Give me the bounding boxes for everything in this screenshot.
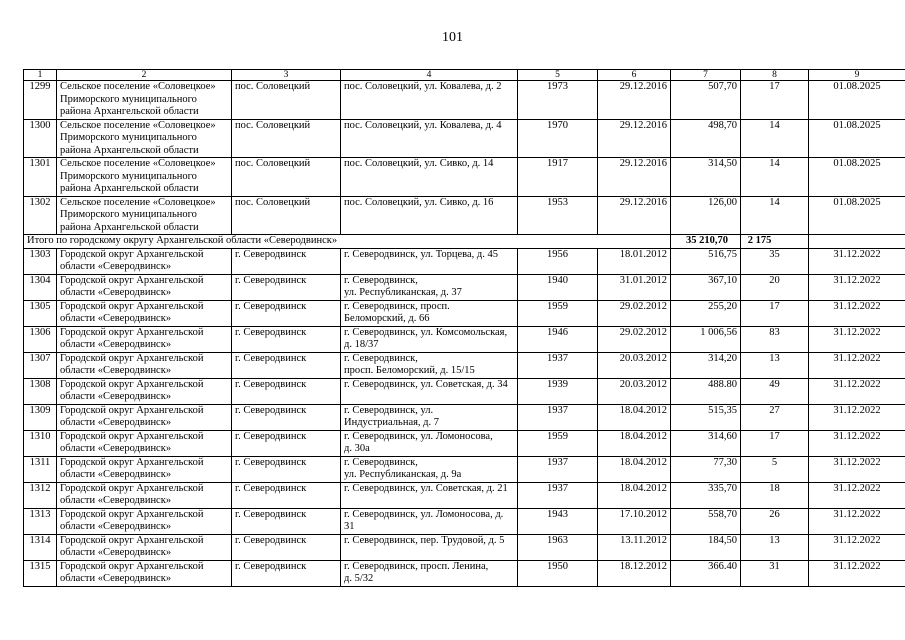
construction-year-cell: 1959	[518, 300, 598, 326]
municipality-cell: Городской округ Архангельской области «Северодвинск»	[57, 248, 232, 274]
column-number: 2	[57, 70, 232, 81]
recognition-date-cell: 18.04.2012	[598, 430, 671, 456]
municipality-cell: Сельское поселение «Соловецкое» Приморского муниципального района Архангельской области	[57, 196, 232, 235]
construction-year-cell: 1956	[518, 248, 598, 274]
table-row	[24, 300, 905, 326]
row-number-cell: 1307	[24, 352, 57, 378]
municipality-cell: Городской округ Архангельской области «Северодвинск»	[57, 456, 232, 482]
settlement-cell: г. Северодвинск	[232, 274, 341, 300]
municipality-cell: Городской округ Архангельской области «Северодвинск»	[57, 508, 232, 534]
construction-year-cell: 1937	[518, 482, 598, 508]
municipality-cell: Городской округ Архангельской области «Северодвинск»	[57, 274, 232, 300]
table-row	[24, 248, 905, 274]
planned-date-cell: 31.12.2022	[809, 508, 905, 534]
address-cell: г. Северодвинск, ул. Ломоносова, д. 31	[341, 508, 518, 534]
recognition-date-cell: 13.11.2012	[598, 534, 671, 560]
recognition-date-cell: 18.04.2012	[598, 404, 671, 430]
municipality-cell: Городской округ Архангельской области «Северодвинск»	[57, 378, 232, 404]
settlement-cell: г. Северодвинск	[232, 430, 341, 456]
recognition-date-cell: 29.02.2012	[598, 300, 671, 326]
planned-date-cell: 01.08.2025	[809, 81, 905, 120]
construction-year-cell: 1970	[518, 119, 598, 158]
municipality-cell: Городской округ Архангельской области «Северодвинск»	[57, 326, 232, 352]
residents-count-cell: 17	[741, 300, 809, 326]
residents-count-cell: 17	[741, 81, 809, 120]
area-cell: 367,10	[671, 274, 741, 300]
residents-count-cell: 18	[741, 482, 809, 508]
area-cell: 516,75	[671, 248, 741, 274]
residents-count-cell: 20	[741, 274, 809, 300]
residents-count-cell: 17	[741, 430, 809, 456]
municipality-cell: Городской округ Архангельской области «Северодвинск»	[57, 560, 232, 586]
construction-year-cell: 1973	[518, 81, 598, 120]
planned-date-cell: 31.12.2022	[809, 534, 905, 560]
row-number-cell: 1305	[24, 300, 57, 326]
area-cell: 488.80	[671, 378, 741, 404]
municipality-cell: Городской округ Архангельской области «Северодвинск»	[57, 404, 232, 430]
residents-count-cell: 31	[741, 560, 809, 586]
column-number: 1	[24, 70, 57, 81]
subtotal-row	[24, 235, 905, 249]
residents-count-cell: 13	[741, 534, 809, 560]
municipality-cell: Городской округ Архангельской области «Северодвинск»	[57, 352, 232, 378]
construction-year-cell: 1937	[518, 404, 598, 430]
recognition-date-cell: 29.12.2016	[598, 158, 671, 197]
subtotal-label: Итого по городскому округу Архангельской области «Северодвинск»	[24, 235, 671, 249]
planned-date-cell: 31.12.2022	[809, 300, 905, 326]
table-row	[24, 430, 905, 456]
address-cell: г. Северодвинск, ул. Комсомольская, д. 18/37	[341, 326, 518, 352]
row-number-cell: 1309	[24, 404, 57, 430]
row-number-cell: 1301	[24, 158, 57, 197]
subtotal-units: 2 175	[741, 235, 809, 249]
column-number: 9	[809, 70, 905, 81]
area-cell: 1 006,56	[671, 326, 741, 352]
column-number-row	[24, 70, 905, 81]
construction-year-cell: 1917	[518, 158, 598, 197]
row-number-cell: 1306	[24, 326, 57, 352]
address-cell: г. Северодвинск, пер. Трудовой, д. 5	[341, 534, 518, 560]
planned-date-cell: 31.12.2022	[809, 378, 905, 404]
recognition-date-cell: 29.12.2016	[598, 119, 671, 158]
row-number-cell: 1311	[24, 456, 57, 482]
settlement-cell: г. Северодвинск	[232, 300, 341, 326]
row-number-cell: 1300	[24, 119, 57, 158]
address-cell: г. Северодвинск, ул. Ломоносова, д. 30а	[341, 430, 518, 456]
subtotal-area: 35 210,70	[671, 235, 741, 249]
area-cell: 255,20	[671, 300, 741, 326]
column-number: 5	[518, 70, 598, 81]
municipality-cell: Городской округ Архангельской области «Северодвинск»	[57, 430, 232, 456]
planned-date-cell: 01.08.2025	[809, 196, 905, 235]
construction-year-cell: 1946	[518, 326, 598, 352]
row-number-cell: 1313	[24, 508, 57, 534]
area-cell: 314,60	[671, 430, 741, 456]
settlement-cell: г. Северодвинск	[232, 248, 341, 274]
row-number-cell: 1312	[24, 482, 57, 508]
recognition-date-cell: 29.12.2016	[598, 196, 671, 235]
table-row	[24, 456, 905, 482]
row-number-cell: 1308	[24, 378, 57, 404]
area-cell: 314,50	[671, 158, 741, 197]
area-cell: 126,00	[671, 196, 741, 235]
recognition-date-cell: 18.04.2012	[598, 482, 671, 508]
municipality-cell: Сельское поселение «Соловецкое» Приморского муниципального района Архангельской области	[57, 81, 232, 120]
address-cell: пос. Соловецкий, ул. Ковалева, д. 4	[341, 119, 518, 158]
table-row	[24, 326, 905, 352]
planned-date-cell: 31.12.2022	[809, 456, 905, 482]
address-cell: г. Северодвинск, ул. Советская, д. 21	[341, 482, 518, 508]
settlement-cell: г. Северодвинск	[232, 534, 341, 560]
recognition-date-cell: 17.10.2012	[598, 508, 671, 534]
page-number: 101	[442, 30, 463, 45]
table-row	[24, 196, 905, 235]
residents-count-cell: 13	[741, 352, 809, 378]
area-cell: 184,50	[671, 534, 741, 560]
planned-date-cell: 31.12.2022	[809, 326, 905, 352]
address-cell: г. Северодвинск, ул. Торцева, д. 45	[341, 248, 518, 274]
construction-year-cell: 1943	[518, 508, 598, 534]
residents-count-cell: 14	[741, 158, 809, 197]
settlement-cell: г. Северодвинск	[232, 456, 341, 482]
address-cell: г. Северодвинск, ул. Индустриальная, д. 7	[341, 404, 518, 430]
settlement-cell: г. Северодвинск	[232, 482, 341, 508]
residents-count-cell: 5	[741, 456, 809, 482]
column-number: 3	[232, 70, 341, 81]
recognition-date-cell: 18.01.2012	[598, 248, 671, 274]
address-cell: г. Северодвинск, ул. Республиканская, д. 37	[341, 274, 518, 300]
construction-year-cell: 1937	[518, 352, 598, 378]
row-number-cell: 1314	[24, 534, 57, 560]
row-number-cell: 1299	[24, 81, 57, 120]
municipality-cell: Городской округ Архангельской области «Северодвинск»	[57, 300, 232, 326]
settlement-cell: г. Северодвинск	[232, 560, 341, 586]
municipality-cell: Городской округ Архангельской области «Северодвинск»	[57, 534, 232, 560]
construction-year-cell: 1963	[518, 534, 598, 560]
table-row	[24, 404, 905, 430]
residents-count-cell: 35	[741, 248, 809, 274]
recognition-date-cell: 29.12.2016	[598, 81, 671, 120]
row-number-cell: 1310	[24, 430, 57, 456]
settlement-cell: пос. Соловецкий	[232, 158, 341, 197]
planned-date-cell: 31.12.2022	[809, 560, 905, 586]
settlement-cell: пос. Соловецкий	[232, 119, 341, 158]
area-cell: 498,70	[671, 119, 741, 158]
table-row	[24, 482, 905, 508]
area-cell: 335,70	[671, 482, 741, 508]
construction-year-cell: 1959	[518, 430, 598, 456]
planned-date-cell: 31.12.2022	[809, 274, 905, 300]
table-row	[24, 158, 905, 197]
row-number-cell: 1303	[24, 248, 57, 274]
planned-date-cell: 31.12.2022	[809, 482, 905, 508]
settlement-cell: г. Северодвинск	[232, 404, 341, 430]
settlement-cell: г. Северодвинск	[232, 508, 341, 534]
table-row	[24, 352, 905, 378]
address-cell: г. Северодвинск, просп. Беломорский, д. 15/15	[341, 352, 518, 378]
municipality-cell: Городской округ Архангельской области «Северодвинск»	[57, 482, 232, 508]
address-cell: пос. Соловецкий, ул. Ковалева, д. 2	[341, 81, 518, 120]
area-cell: 77,30	[671, 456, 741, 482]
table-row	[24, 378, 905, 404]
planned-date-cell: 01.08.2025	[809, 158, 905, 197]
settlement-cell: г. Северодвинск	[232, 326, 341, 352]
column-number: 7	[671, 70, 741, 81]
row-number-cell: 1302	[24, 196, 57, 235]
table-row	[24, 560, 905, 586]
settlement-cell: г. Северодвинск	[232, 352, 341, 378]
address-cell: г. Северодвинск, просп. Беломорский, д. 66	[341, 300, 518, 326]
construction-year-cell: 1939	[518, 378, 598, 404]
planned-date-cell: 31.12.2022	[809, 430, 905, 456]
housing-registry-table	[23, 69, 905, 587]
area-cell: 366.40	[671, 560, 741, 586]
column-number: 8	[741, 70, 809, 81]
recognition-date-cell: 20.03.2012	[598, 352, 671, 378]
table-row	[24, 81, 905, 120]
residents-count-cell: 27	[741, 404, 809, 430]
construction-year-cell: 1950	[518, 560, 598, 586]
planned-date-cell: 31.12.2022	[809, 404, 905, 430]
planned-date-cell: 31.12.2022	[809, 248, 905, 274]
table-row	[24, 508, 905, 534]
address-cell: г. Северодвинск, ул. Советская, д. 34	[341, 378, 518, 404]
address-cell: г. Северодвинск, ул. Республиканская, д. 9а	[341, 456, 518, 482]
row-number-cell: 1304	[24, 274, 57, 300]
subtotal-empty-cell	[809, 235, 905, 249]
area-cell: 507,70	[671, 81, 741, 120]
residents-count-cell: 14	[741, 119, 809, 158]
residents-count-cell: 49	[741, 378, 809, 404]
municipality-cell: Сельское поселение «Соловецкое» Приморского муниципального района Архангельской области	[57, 119, 232, 158]
recognition-date-cell: 31.01.2012	[598, 274, 671, 300]
recognition-date-cell: 18.12.2012	[598, 560, 671, 586]
planned-date-cell: 01.08.2025	[809, 119, 905, 158]
settlement-cell: пос. Соловецкий	[232, 196, 341, 235]
address-cell: г. Северодвинск, просп. Ленина, д. 5/32	[341, 560, 518, 586]
table-row	[24, 274, 905, 300]
residents-count-cell: 26	[741, 508, 809, 534]
table-row	[24, 534, 905, 560]
settlement-cell: пос. Соловецкий	[232, 81, 341, 120]
recognition-date-cell: 20.03.2012	[598, 378, 671, 404]
construction-year-cell: 1937	[518, 456, 598, 482]
column-number: 6	[598, 70, 671, 81]
row-number-cell: 1315	[24, 560, 57, 586]
municipality-cell: Сельское поселение «Соловецкое» Приморского муниципального района Архангельской области	[57, 158, 232, 197]
table-row	[24, 119, 905, 158]
recognition-date-cell: 29.02.2012	[598, 326, 671, 352]
area-cell: 515,35	[671, 404, 741, 430]
address-cell: пос. Соловецкий, ул. Сивко, д. 16	[341, 196, 518, 235]
recognition-date-cell: 18.04.2012	[598, 456, 671, 482]
address-cell: пос. Соловецкий, ул. Сивко, д. 14	[341, 158, 518, 197]
area-cell: 558,70	[671, 508, 741, 534]
column-number: 4	[341, 70, 518, 81]
residents-count-cell: 14	[741, 196, 809, 235]
residents-count-cell: 83	[741, 326, 809, 352]
planned-date-cell: 31.12.2022	[809, 352, 905, 378]
area-cell: 314,20	[671, 352, 741, 378]
construction-year-cell: 1953	[518, 196, 598, 235]
construction-year-cell: 1940	[518, 274, 598, 300]
settlement-cell: г. Северодвинск	[232, 378, 341, 404]
